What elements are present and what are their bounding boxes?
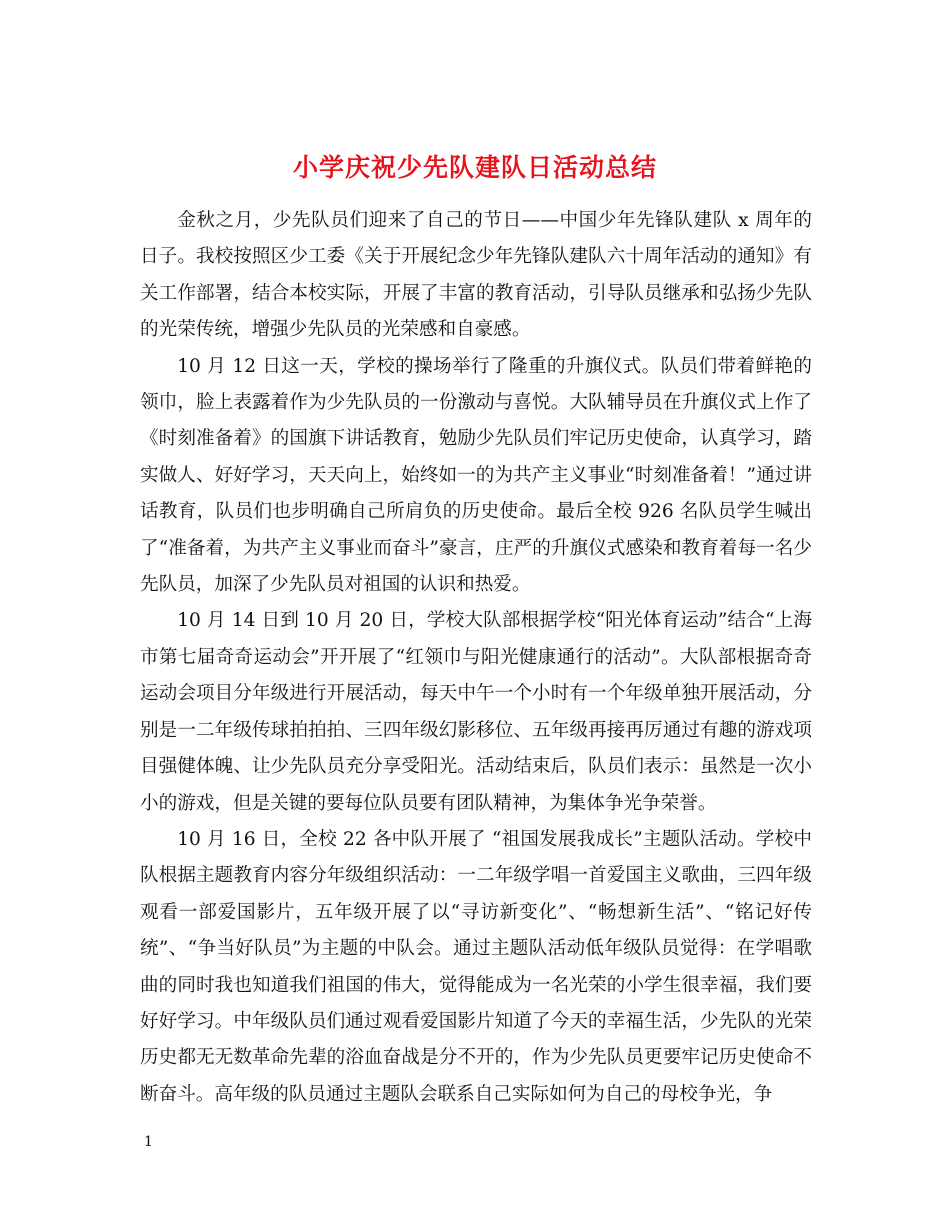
paragraph-3: 10 月 14 日到 10 月 20 日，学校大队部根据学校“阳光体育运动”结合“上海市第七届奇奇运动会”开开展了“红领巾与阳光健康通行的活动”。大队部根据奇奇运动会项目分年级进行开展活动，每天中午一个小时有一个年级单独开展活动，分别是一二年级传球拍拍拍、三四年级幻影移位、五年级再接再厉通过有趣的游戏项目强健体魄、让少先队员充分享受阳光。活动结束后，队员们表示：虽然是一次小小的游戏，但是关键的要每位队员要有团队精神，为集体争光争荣誉。 [140,610,812,814]
document-body [140,203,812,1113]
page-number: 1 [144,1134,153,1150]
paragraph-2: 10 月 12 日这一天，学校的操场举行了隆重的升旗仪式。队员们带着鲜艳的领巾，脸上表露着作为少先队员的一份激动与喜悦。大队辅导员在升旗仪式上作了《时刻准备着》的国旗下讲话教育，勉励少先队员们牢记历史使命，认真学习，踏实做人、好好学习，天天向上，始终如一的为共产主义事业“时刻准备着！”通过讲话教育，队员们也步明确自己所肩负的历史使命。最后全校 926 名队员学生喊出了“准备着，为共产主义事业而奋斗”豪言，庄严的升旗仪式感染和教育着每一名少先队员，加深了少先队员对祖国的认识和热爱。 [140,355,812,596]
paragraph-1: 金秋之月，少先队员们迎来了自己的节日——中国少年先锋队建队 x 周年的日子。我校按照区少工委《关于开展纪念少年先锋队建队六十周年活动的通知》有关工作部署，结合本校实际，开展了丰富的教育活动，引导队员继承和弘扬少先队的光荣传统，增强少先队员的光荣感和自豪感。 [140,210,812,341]
document-title: 小学庆祝少先队建队日活动总结 [292,152,657,182]
paragraph-4: 10 月 16 日，全校 22 各中队开展了 “祖国发展我成长”主题队活动。学校中队根据主题教育内容分年级组织活动：一二年级学唱一首爱国主义歌曲，三四年级观看一部爱国影片，五年级开展了以“寻访新变化”、“畅想新生活”、“铭记好传统”、“争当好队员”为主题的中队会。通过主题队活动低年级队员觉得：在学唱歌曲的同时我也知道我们祖国的伟大，觉得能成为一名光荣的小学生很幸福，我们要好好学习。中年级队员们通过观看爱国影片知道了今天的幸福生活，少先队的光荣历史都无无数革命先辈的浴血奋战是分不开的，作为少先队员更要牢记历史使命不断奋斗。高年级的队员通过主题队会联系自己实际如何为自己的母校争光，争 [140,828,812,1105]
